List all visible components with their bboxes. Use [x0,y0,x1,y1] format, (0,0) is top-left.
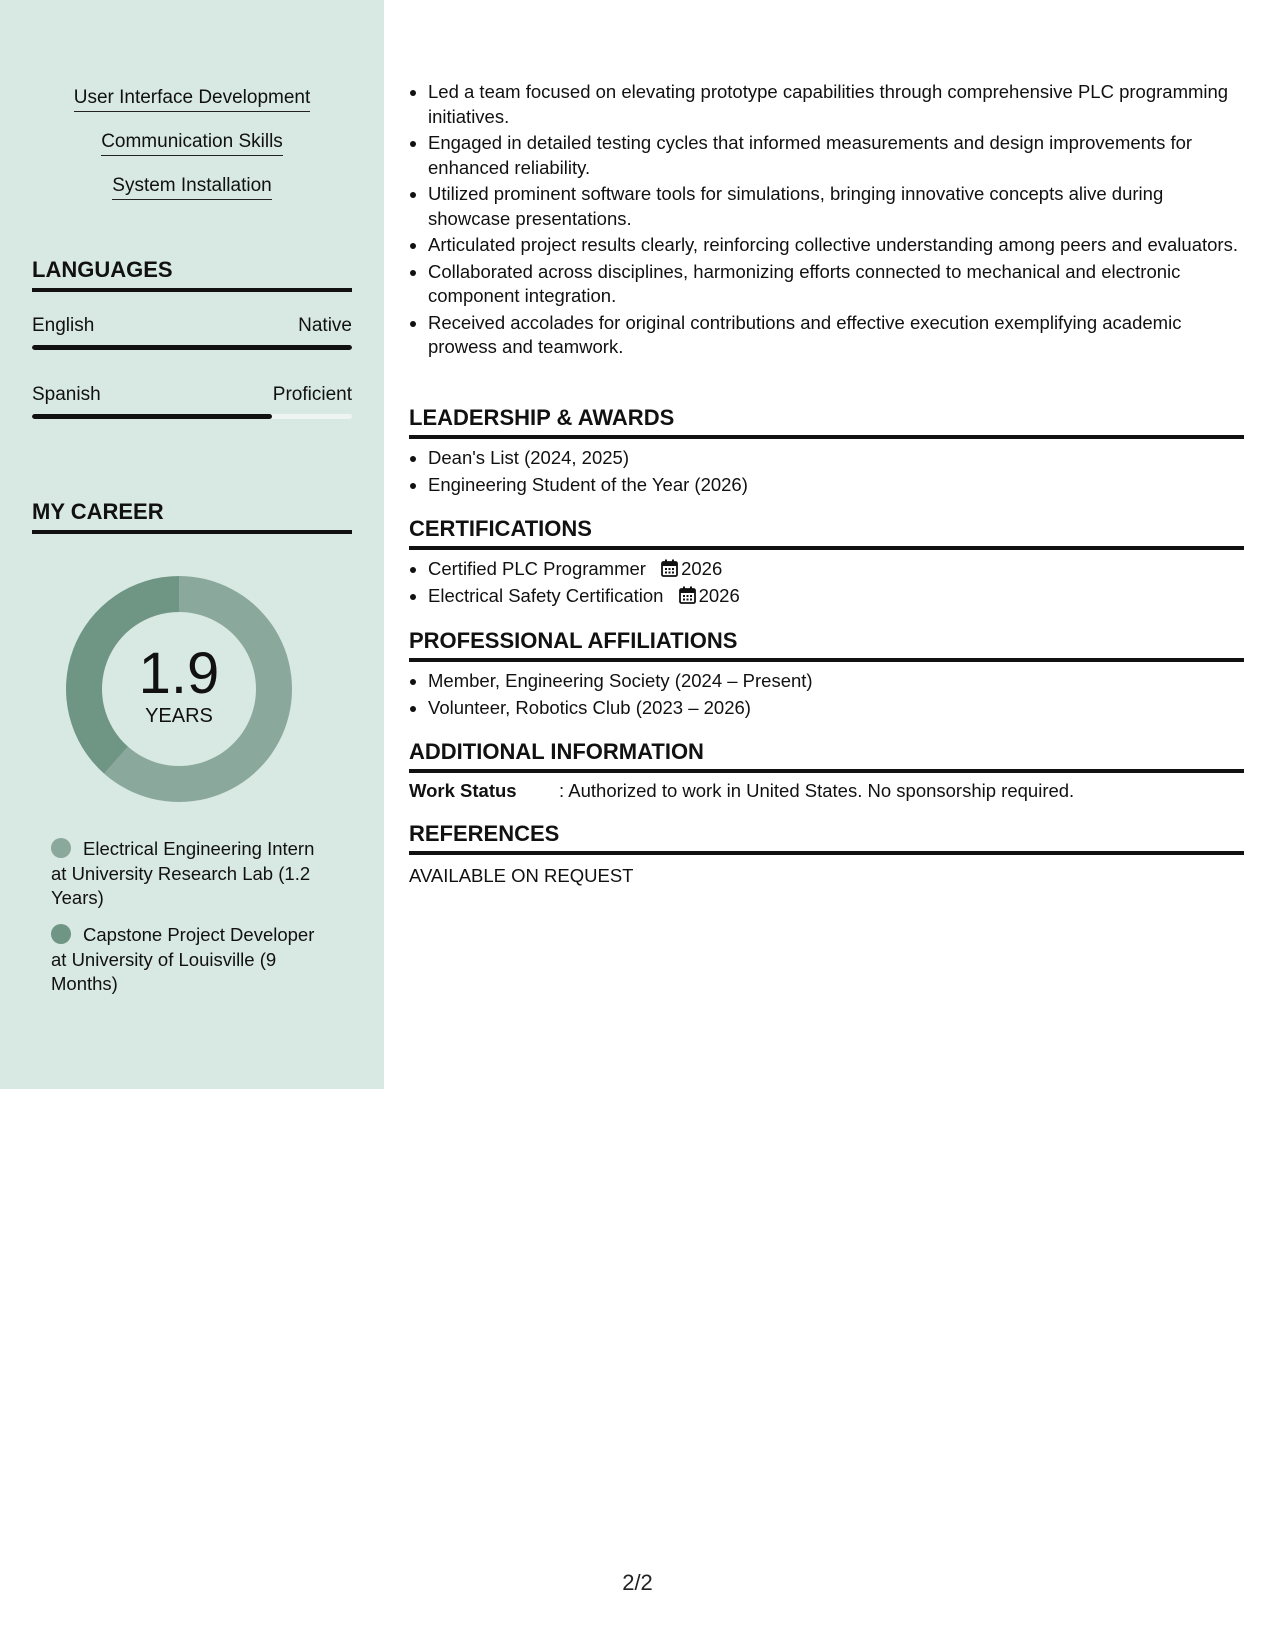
work-status-value: : Authorized to work in United States. No sponsorship required. [559,780,1075,801]
experience-bullets [409,80,1244,362]
list-item: • Utilized prominent software tools for simulations, bringing innovative concepts alive during showcase presentations. [428,182,1244,231]
references-heading: REFERENCES [409,820,1244,855]
legend-dot [51,924,71,944]
list-item: • Received accolades for original contributions and effective execution exemplifying academic prowess and teamwork. [428,311,1244,360]
career-total [66,576,292,802]
affiliations-heading: PROFESSIONAL AFFILIATIONS [409,627,1244,662]
certification-year: 2026 [698,584,740,606]
skill-item: System Installation [112,174,271,200]
sidebar [0,0,384,1089]
career-legend-item [51,837,331,911]
list-item: • Articulated project results clearly, reinforcing collective understanding among peers and evaluators. [428,233,1244,258]
additional-info-heading: ADDITIONAL INFORMATION [409,738,1244,773]
work-status-label: Work Status [409,780,517,801]
certification-item [428,557,1244,582]
references-text: AVAILABLE ON REQUEST [409,865,634,886]
career-legend-item [51,923,331,997]
work-status-row [409,779,1074,803]
career-heading: MY CAREER [32,498,352,534]
list-item: • Volunteer, Robotics Club (2023 – 2026) [428,696,1244,721]
career-item-text: Capstone Project Developer at University of Louisville (9 Months) [51,924,315,994]
language-row [32,314,352,338]
language-name: Spanish [32,384,101,405]
certification-item [428,584,1244,609]
language-row [32,383,352,407]
certification-name: Certified PLC Programmer [428,558,646,579]
list-item: • Collaborated across disciplines, harmonizing efforts connected to mechanical and electronic component integration. [428,260,1244,309]
affiliations-list [409,669,1244,722]
list-item: • Engaged in detailed testing cycles that informed measurements and design improvements for enhanced reliability. [428,131,1244,180]
calendar-icon [661,559,678,577]
leadership-heading: LEADERSHIP & AWARDS [409,404,1244,439]
list-item: • Dean's List (2024, 2025) [428,446,1244,471]
skill-item: User Interface Development [74,86,311,112]
calendar-icon [679,586,696,604]
legend-dot [51,838,71,858]
language-bar-fill [32,414,272,419]
list-item: • Led a team focused on elevating prototype capabilities through comprehensive PLC programming initiatives. [428,80,1244,129]
skill-item: Communication Skills [101,130,283,156]
certification-year: 2026 [681,558,723,579]
career-item-text: Electrical Engineering Intern at University Research Lab (1.2 Years) [51,838,315,908]
skills-list [32,86,352,218]
certifications-heading: CERTIFICATIONS [409,515,1244,550]
language-bar [32,345,352,350]
language-level: Native [298,315,352,336]
list-item: • Member, Engineering Society (2024 – Present) [428,669,1244,694]
language-level: Proficient [272,384,352,405]
language-name: English [32,315,95,336]
certifications-list [409,557,1244,610]
page-number: 2/2 [622,1570,653,1595]
career-total-unit: YEARS [145,705,213,727]
language-bar-fill [32,345,352,350]
languages-heading: LANGUAGES [32,256,352,292]
certification-name: Electrical Safety Certification [428,584,664,606]
career-total-value: 1.9 [138,641,220,706]
language-bar [32,414,352,419]
leadership-list [409,446,1244,499]
list-item: • Engineering Student of the Year (2026) [428,473,1244,498]
